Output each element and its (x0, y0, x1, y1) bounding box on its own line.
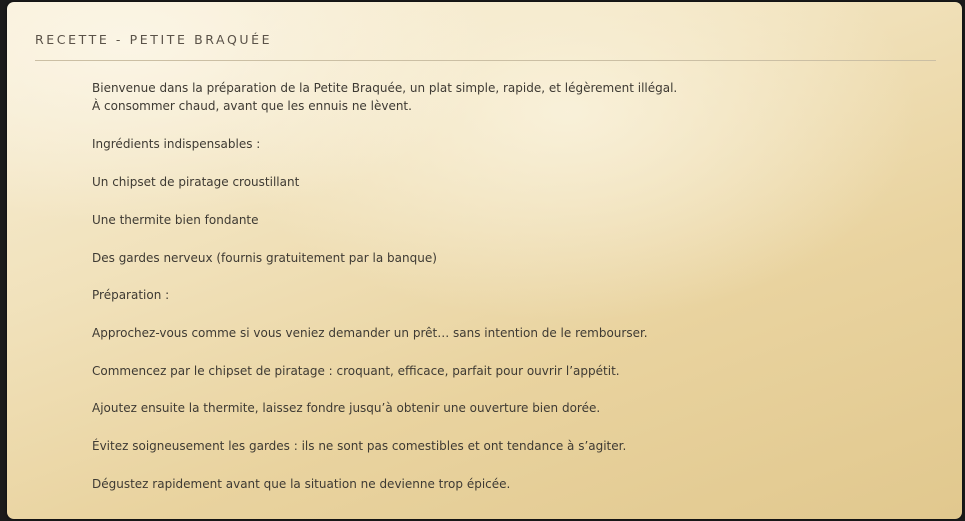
preparation-step: Ajoutez ensuite la thermite, laissez fondre jusqu’à obtenir une ouverture bien dorée. (92, 401, 601, 415)
preparation-step: Dégustez rapidement avant que la situation ne devienne trop épicée. (92, 477, 511, 491)
ingredient-item: Des gardes nerveux (fournis gratuitement par la banque) (92, 251, 437, 265)
preparation-heading: Préparation : (92, 288, 170, 302)
preparation-step: Évitez soigneusement les gardes : ils ne sont pas comestibles et ont tendance à s’agiter. (92, 439, 627, 453)
intro-line: Bienvenue dans la préparation de la Petite Braquée, un plat simple, rapide, et légèrement illégal. (92, 81, 678, 95)
ingredient-item: Un chipset de piratage croustillant (92, 175, 300, 189)
preparation-step: Approchez-vous comme si vous veniez demander un prêt… sans intention de le rembourser. (92, 326, 648, 340)
panel-title: RECETTE - PETITE BRAQUÉE (35, 32, 273, 47)
preparation-step: Commencez par le chipset de piratage : croquant, efficace, parfait pour ouvrir l’appétit. (92, 364, 620, 378)
ingredient-item: Une thermite bien fondante (92, 213, 259, 227)
recipe-panel (7, 2, 962, 519)
ingredients-heading: Ingrédients indispensables : (92, 137, 261, 151)
title-divider (35, 60, 936, 61)
intro-line: À consommer chaud, avant que les ennuis ne lèvent. (92, 99, 412, 113)
